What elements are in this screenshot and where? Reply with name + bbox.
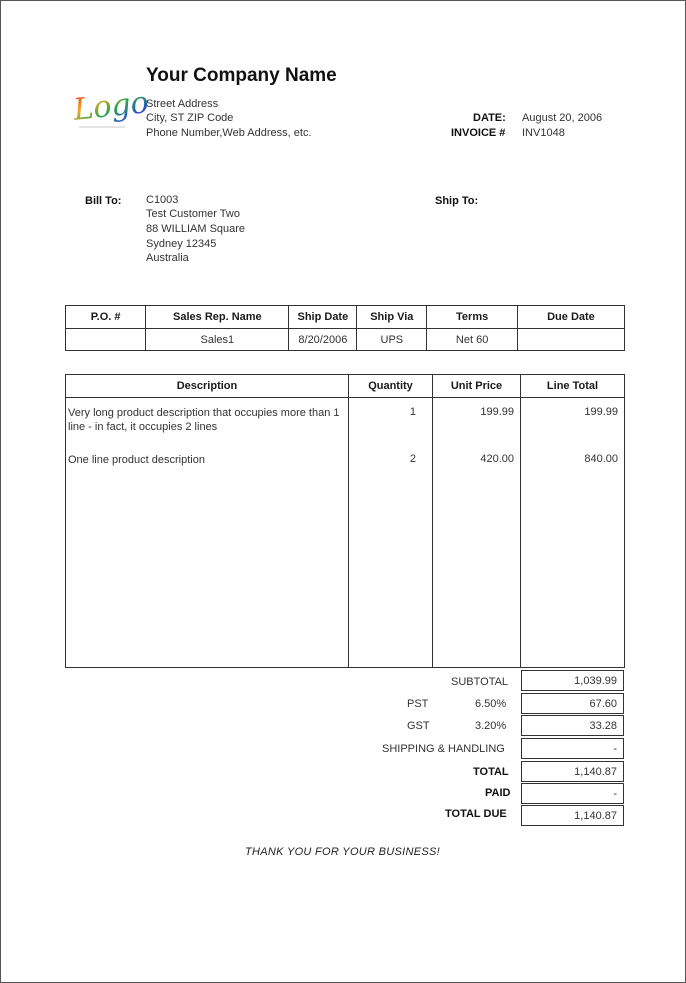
item-unit-price: 199.99 bbox=[433, 398, 521, 448]
item-quantity: 1 bbox=[349, 398, 433, 448]
table-filler-row bbox=[66, 470, 625, 668]
bill-to-line: Test Customer Two bbox=[146, 208, 240, 220]
column-header-terms: Terms bbox=[427, 306, 518, 329]
pst-label: PST bbox=[407, 698, 429, 710]
thank-you-message: THANK YOU FOR YOUR BUSINESS! bbox=[245, 846, 441, 858]
ship-via-cell: UPS bbox=[357, 329, 427, 351]
column-header-unit-price: Unit Price bbox=[433, 375, 521, 398]
column-header-quantity: Quantity bbox=[349, 375, 433, 398]
filler-cell bbox=[349, 470, 433, 668]
item-line-total: 199.99 bbox=[521, 398, 625, 448]
paid-label: PAID bbox=[485, 787, 511, 799]
column-header-po: P.O. # bbox=[66, 306, 146, 329]
total-value: 1,140.87 bbox=[521, 761, 624, 782]
bill-to-line: Australia bbox=[146, 252, 189, 264]
date-value: August 20, 2006 bbox=[522, 112, 603, 124]
bill-to-line: C1003 bbox=[146, 194, 179, 206]
subtotal-value: 1,039.99 bbox=[521, 670, 624, 691]
ship-to-label: Ship To: bbox=[435, 195, 479, 207]
filler-cell bbox=[521, 470, 625, 668]
filler-cell bbox=[66, 470, 349, 668]
item-description: One line product description bbox=[66, 448, 349, 470]
bill-to-label: Bill To: bbox=[85, 195, 122, 207]
sales-rep-cell: Sales1 bbox=[146, 329, 289, 351]
paid-value: - bbox=[521, 783, 624, 804]
pst-rate: 6.50% bbox=[475, 698, 507, 710]
column-header-line-total: Line Total bbox=[521, 375, 625, 398]
gst-rate: 3.20% bbox=[475, 720, 507, 732]
line-items-table bbox=[65, 374, 625, 668]
gst-value: 33.28 bbox=[521, 715, 624, 736]
item-quantity: 2 bbox=[349, 448, 433, 470]
ship-date-cell: 8/20/2006 bbox=[289, 329, 357, 351]
column-header-sales-rep: Sales Rep. Name bbox=[146, 306, 289, 329]
company-logo bbox=[71, 73, 151, 135]
shipping-handling-label: SHIPPING & HANDLING bbox=[382, 743, 505, 755]
shipping-handling-value: - bbox=[521, 738, 624, 759]
filler-cell bbox=[433, 470, 521, 668]
gst-label: GST bbox=[407, 720, 430, 732]
date-label: DATE: bbox=[473, 112, 506, 124]
terms-cell: Net 60 bbox=[427, 329, 518, 351]
subtotal-label: SUBTOTAL bbox=[451, 676, 509, 688]
order-info-row bbox=[66, 329, 625, 351]
invoice-number-label: INVOICE # bbox=[451, 127, 506, 139]
item-unit-price: 420.00 bbox=[433, 448, 521, 470]
city-line: City, ST ZIP Code bbox=[146, 112, 234, 124]
street-address: Street Address bbox=[146, 98, 219, 110]
due-date-cell bbox=[517, 329, 624, 351]
line-items-header-row bbox=[66, 375, 625, 398]
column-header-due-date: Due Date bbox=[517, 306, 624, 329]
bill-to-line: Sydney 12345 bbox=[146, 238, 217, 250]
column-header-ship-via: Ship Via bbox=[357, 306, 427, 329]
logo-text: Logo bbox=[71, 85, 151, 128]
po-cell bbox=[66, 329, 146, 351]
pst-value: 67.60 bbox=[521, 693, 624, 714]
order-info-header-row bbox=[66, 306, 625, 329]
table-row bbox=[66, 448, 625, 470]
company-name: Your Company Name bbox=[146, 65, 337, 86]
item-line-total: 840.00 bbox=[521, 448, 625, 470]
total-due-label: TOTAL DUE bbox=[445, 808, 507, 820]
contact-line: Phone Number,Web Address, etc. bbox=[146, 127, 312, 139]
column-header-description: Description bbox=[66, 375, 349, 398]
table-row bbox=[66, 398, 625, 448]
bill-to-line: 88 WILLIAM Square bbox=[146, 223, 246, 235]
total-label: TOTAL bbox=[473, 766, 509, 778]
invoice-number-value: INV1048 bbox=[522, 127, 565, 139]
total-due-value: 1,140.87 bbox=[521, 805, 624, 826]
order-info-table bbox=[65, 305, 625, 351]
column-header-ship-date: Ship Date bbox=[289, 306, 357, 329]
item-description: Very long product description that occupies more than 1 line - in fact, it occupies 2 lines bbox=[66, 398, 349, 448]
